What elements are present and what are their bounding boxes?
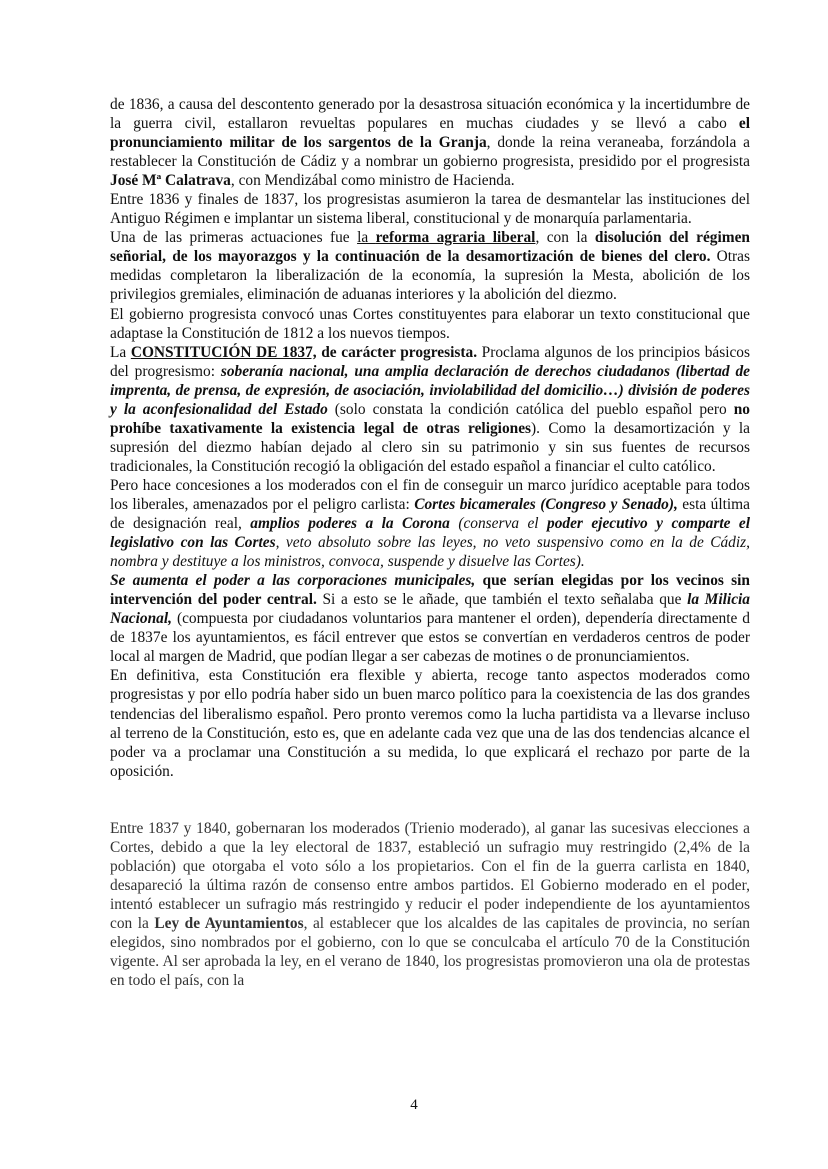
- text-run: José Mª Calatrava: [110, 172, 231, 190]
- paragraph: [110, 95, 750, 190]
- text-run: , con Mendizábal como ministro de Hacienda.: [230, 172, 515, 190]
- text-run: , con la: [535, 229, 595, 247]
- paragraph: [110, 343, 750, 476]
- paragraph-spacer: [110, 781, 750, 800]
- text-run: de carácter progresista.: [316, 343, 478, 361]
- text-run: ). Como la desamortización y la supresión del diezmo habían dejado al clero sin su patrimonio y sin sus fuentes de recursos tradicionales, la Constitución recogió la obligación del estado español a financiar el culto católico.: [110, 419, 750, 475]
- text-run: Si a esto se le añade, que también el texto señalaba que: [316, 591, 688, 609]
- text-run: , veto absoluto sobre las leyes, no veto suspensivo como en la de Cádiz, nombra y destituye a los ministros, convoca, suspende y disuelve las Cortes).: [110, 534, 750, 571]
- text-run: amplios poderes a la Corona: [250, 515, 450, 533]
- text-run: la Milicia Nacional,: [110, 591, 750, 628]
- text-run: poder ejecutivo y comparte el legislativo con las Cortes: [110, 515, 750, 552]
- text-run: (compuesta por ciudadanos voluntarios para mantener el orden), dependería directamente d de 1837e los ayuntamientos, es fácil entrever que estos se convertían en verdaderos centros de poder local al margen de Madrid, que podían llegar a ser cabezas de motines o de pronunciamientos.: [110, 610, 750, 666]
- text-run: disolución del régimen señorial, de los mayorazgos y la continuación de la desamortización de bienes del clero.: [110, 229, 750, 266]
- text-run: Otras medidas completaron la liberalización de la economía, la supresión la Mesta, abolición de los privilegios gremiales, eliminación de aduanas interiores y la abolición del diezmo.: [110, 248, 750, 304]
- text-run: , donde la reina veraneaba, forzándola a restablecer la Constitución de Cádiz y a nombrar un gobierno progresista, presidido por el progresista: [110, 134, 750, 171]
- page-number: 4: [410, 1097, 418, 1113]
- text-run: la: [357, 229, 376, 247]
- text-run: soberanía nacional, una amplia declaración de derechos ciudadanos (libertad de imprenta, de prensa, de expresión, de asociación, inviolabilidad del domicilio…) división de poderes y la aconfesionalidad del Estado: [110, 362, 750, 418]
- text-run: , al establecer que los alcaldes de las capitales de provincia, no serían elegidos, sino nombrados por el gobierno, con lo que se conculcaba el artículo 70 de la Constitución vigente. Al ser aprobada la ley, en el verano de 1840, los progresistas promovieron una ola de protestas en todo el país, con la: [110, 914, 751, 990]
- paragraph: [110, 571, 750, 666]
- text-run: Entre 1836 y finales de 1837, los progresistas asumieron la tarea de desmantelar las instituciones del Antiguo Régimen e implantar un sistema liberal, constitucional y de monarquía parlamentaria.: [110, 191, 750, 228]
- document-body: [110, 95, 750, 990]
- text-run: CONSTITUCIÓN DE 1837,: [130, 343, 317, 361]
- text-run: reforma agraria liberal: [375, 229, 536, 247]
- text-run: El gobierno progresista convocó unas Cortes constituyentes para elaborar un texto constitucional que adaptase la Constitución de 1812 a los nuevos tiempos.: [110, 305, 750, 342]
- text-run: En definitiva, esta Constitución era flexible y abierta, recoge tanto aspectos moderados como progresistas y por ello podría haber sido un buen marco político para la coexistencia de las dos grandes tendencias del liberalismo español. Pero pronto veremos como la lucha partidista va a llevarse incluso al terreno de la Constitución, esto es, que en adelante cada vez que una de las dos tendencias alcance el poder va a proclamar una Constitución a su medida, lo que explicará el rechazo por parte de la oposición.: [110, 667, 750, 780]
- text-run: Pero hace concesiones a los moderados con el fin de conseguir un marco jurídico aceptable para todos los liberales, amenazados por el peligro carlista:: [110, 476, 750, 513]
- text-run: La: [110, 343, 131, 361]
- text-run: esta última de designación real,: [110, 495, 750, 533]
- text-run: Una de las primeras actuaciones fue: [110, 229, 358, 247]
- paragraph: [110, 190, 750, 228]
- text-run: (: [449, 515, 464, 533]
- text-run: Entre 1837 y 1840, gobernaran los moderados (Trienio moderado), al ganar las sucesivas elecciones a Cortes, debido a que la ley electoral de 1837, estableció un sufragio muy restringido (2,4% de la población) que otorgaba el voto sólo a los propietarios. Con el fin de la guerra carlista en 1840, desapareció la última razón de consenso entre ambos partidos. El Gobierno moderado en el poder, intentó establecer un sufragio más restringido y reducir el poder independiente de los ayuntamientos con la: [110, 819, 750, 932]
- paragraph: [110, 666, 750, 780]
- text-run: no prohíbe taxativamente la existencia legal de otras religiones: [110, 400, 750, 437]
- text-run: que serían elegidas por los vecinos sin intervención del poder central.: [110, 572, 750, 609]
- text-run: Ley de Ayuntamientos: [154, 914, 304, 932]
- paragraph: [110, 476, 750, 571]
- paragraph-spacer: [110, 800, 750, 819]
- text-run: el pronunciamiento militar de los sargentos de la Granja: [110, 115, 750, 152]
- paragraph: [110, 819, 750, 990]
- paragraph: [110, 305, 750, 343]
- text-run: conserva el: [463, 515, 547, 533]
- text-run: Proclama algunos de los principios básicos del progresismo:: [110, 343, 750, 380]
- text-run: de 1836, a causa del descontento generado por la desastrosa situación económica y la incertidumbre de la guerra civil, estallaron revueltas populares en muchas ciudades y se llevó a cabo: [110, 96, 750, 133]
- paragraph: [110, 228, 750, 304]
- text-run: Cortes bicamerales (Congreso y Senado),: [414, 495, 678, 513]
- text-run: Se aumenta el poder a las corporaciones municipales,: [110, 572, 476, 590]
- text-run: (solo constata la condición católica del pueblo español pero: [327, 400, 734, 418]
